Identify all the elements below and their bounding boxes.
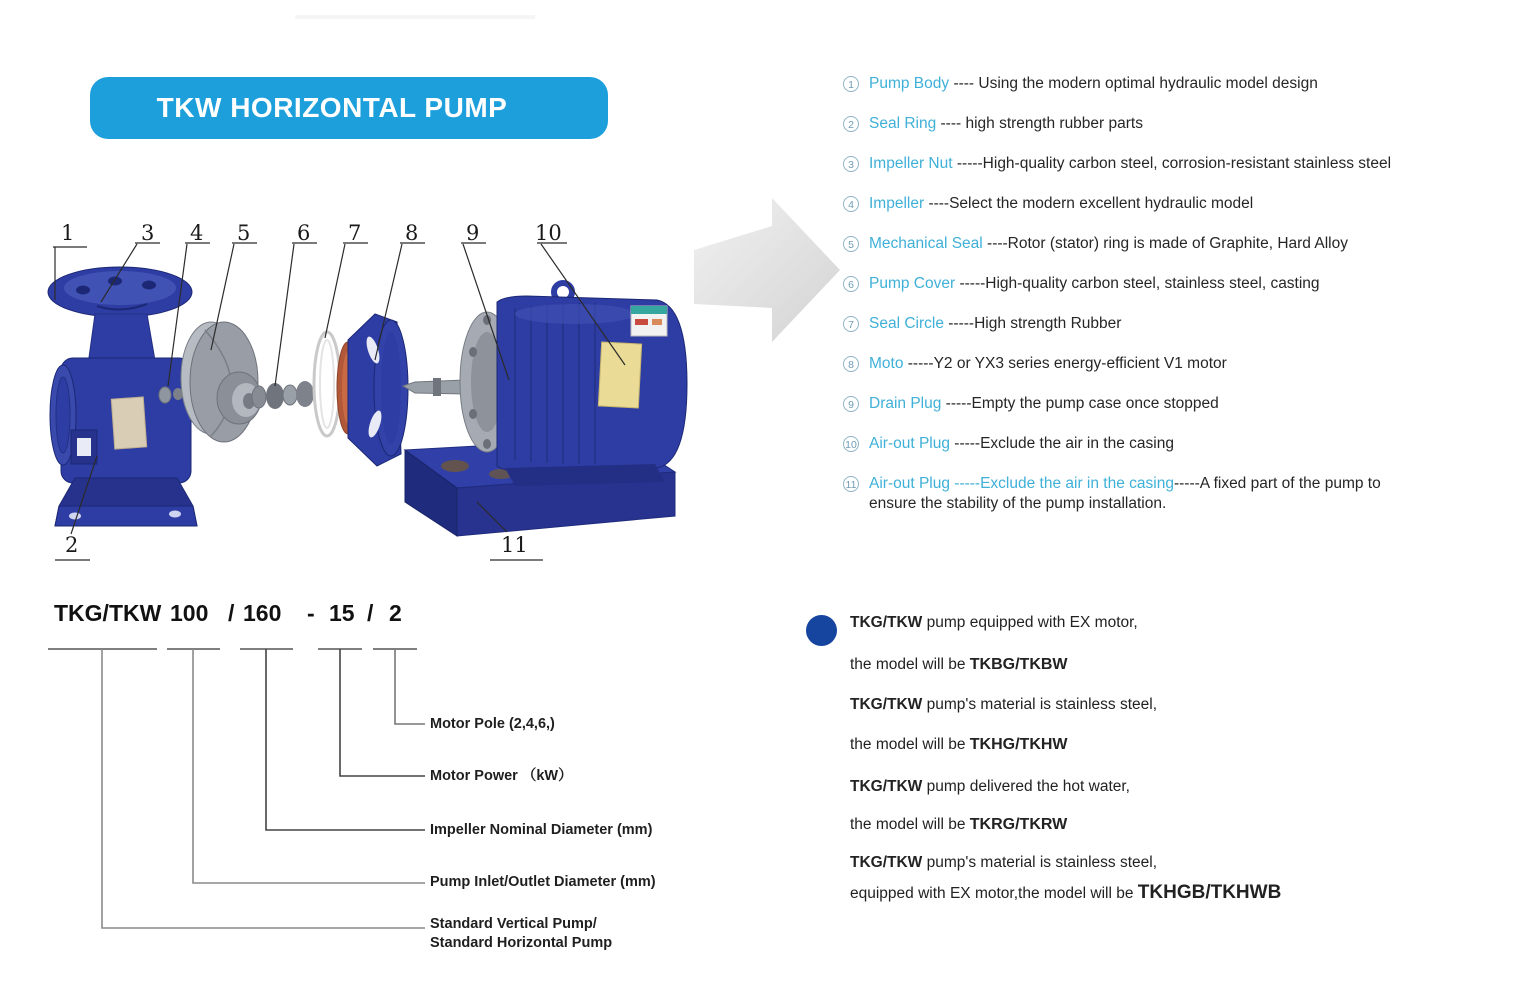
note-model-prefix: TKG/TKW — [850, 614, 923, 631]
callout-6: 6 — [297, 221, 311, 245]
list-item — [843, 194, 1513, 214]
part-desc: -----A fixed part of the pump to — [1173, 475, 1381, 492]
label-impeller-diameter: Impeller Nominal Diameter (mm) — [430, 822, 653, 838]
list-item — [843, 314, 1513, 334]
note-text: pump's material is stainless steel, — [922, 696, 1158, 713]
note-text: pump's material is stainless steel, — [922, 854, 1158, 871]
list-item — [843, 234, 1513, 254]
list-item — [843, 274, 1513, 294]
list-item — [843, 434, 1513, 454]
note-model-prefix: TKG/TKW — [850, 696, 923, 713]
note-text: the model will be — [850, 816, 970, 833]
page-title: TKW HORIZONTAL PUMP — [156, 92, 508, 123]
note-model-prefix: TKG/TKW — [850, 854, 923, 871]
circled-number-icon: 5 — [843, 236, 859, 252]
part-name: Seal Ring — [869, 115, 937, 132]
model-segment-inlet: 100 — [170, 600, 209, 626]
parts-list — [843, 74, 1513, 534]
callout-9: 9 — [466, 221, 480, 245]
model-segment-series: TKG/TKW — [54, 600, 162, 626]
circled-number-icon: 6 — [843, 276, 859, 292]
circled-number-icon: 1 — [843, 76, 859, 92]
circled-number-icon: 7 — [843, 316, 859, 332]
note-line — [850, 614, 1138, 632]
label-standard-pump-2: Standard Horizontal Pump — [430, 935, 613, 951]
list-item — [843, 394, 1513, 414]
note-line — [850, 778, 1130, 796]
part-desc: -----High strength Rubber — [943, 315, 1122, 332]
note-line — [850, 882, 1281, 904]
note-text: pump equipped with EX motor, — [922, 614, 1138, 631]
note-line — [850, 816, 1067, 834]
circled-number-icon: 4 — [843, 196, 859, 212]
note-line — [850, 736, 1068, 754]
callout-8: 8 — [405, 221, 419, 245]
note-line — [850, 854, 1157, 872]
callout-7: 7 — [348, 221, 362, 245]
part-name: Air-out Plug — [869, 435, 950, 452]
callout-10: 10 — [535, 221, 562, 245]
pump-cover-drawing — [337, 314, 408, 466]
model-segment-impeller: 160 — [243, 600, 282, 626]
right-arrow-icon — [692, 192, 842, 352]
seal-circle-drawing — [314, 332, 340, 436]
callout-1: 1 — [61, 221, 75, 245]
callout-2: 2 — [65, 533, 79, 557]
part-name: Pump Body — [869, 75, 950, 92]
part-name: Pump Cover — [869, 275, 956, 292]
circled-number-icon: 11 — [843, 476, 859, 492]
list-item — [843, 154, 1513, 174]
list-item — [843, 74, 1513, 94]
part-name: Impeller Nut — [869, 155, 953, 172]
circled-number-icon: 2 — [843, 116, 859, 132]
circled-number-icon: 9 — [843, 396, 859, 412]
list-item — [843, 114, 1513, 134]
part-desc: ----Select the modern excellent hydraulic model — [924, 195, 1254, 212]
part-desc: -----Empty the pump case once stopped — [941, 395, 1219, 412]
exploded-pump-diagram — [35, 210, 745, 570]
part-name: Air-out Plug — [869, 475, 950, 492]
note-model: TKHGB/TKHWB — [1137, 882, 1282, 903]
label-standard-pump-1: Standard Vertical Pump/ — [430, 916, 597, 932]
part-name: Drain Plug — [869, 395, 942, 412]
part-desc: ---- high strength rubber parts — [936, 115, 1143, 132]
part-desc-line2: ensure the stability of the pump installation. — [869, 495, 1167, 512]
part-desc: ---- Using the modern optimal hydraulic model design — [949, 75, 1318, 92]
circled-number-icon: 3 — [843, 156, 859, 172]
model-separator: - — [307, 600, 315, 626]
title-banner — [90, 77, 608, 139]
part-desc-cyan: -----Exclude the air in the casing — [949, 475, 1174, 492]
bullet-icon — [806, 615, 837, 646]
mechanical-seal-drawing — [252, 381, 314, 409]
part-name: Seal Circle — [869, 315, 944, 332]
note-text: pump delivered the hot water, — [922, 778, 1130, 795]
part-desc: -----High-quality carbon steel, stainless steel, casting — [955, 275, 1320, 292]
part-name: Mechanical Seal — [869, 235, 983, 252]
model-segment-pole: 2 — [389, 600, 402, 626]
part-desc: -----Y2 or YX3 series energy-efficient V1 motor — [903, 355, 1227, 372]
part-desc: ----Rotor (stator) ring is made of Graphite, Hard Alloy — [982, 235, 1348, 252]
note-line — [850, 696, 1157, 714]
part-desc: -----Exclude the air in the casing — [949, 435, 1174, 452]
model-code-lines — [40, 595, 730, 987]
callout-4: 4 — [190, 221, 204, 245]
note-model: TKBG/TKBW — [969, 656, 1068, 673]
list-item — [843, 474, 1513, 514]
part-name: Impeller — [869, 195, 925, 212]
model-code-breakdown — [40, 595, 730, 987]
label-motor-pole: Motor Pole (2,4,6,) — [430, 716, 555, 732]
model-separator: / — [367, 600, 374, 626]
callout-5: 5 — [237, 221, 251, 245]
note-text: equipped with EX motor,the model will be — [850, 885, 1138, 902]
note-text: the model will be — [850, 656, 970, 673]
label-inlet-outlet: Pump Inlet/Outlet Diameter (mm) — [430, 874, 656, 890]
label-motor-power: Motor Power （kW） — [430, 768, 573, 784]
note-text: the model will be — [850, 736, 970, 753]
impeller-drawing — [181, 322, 261, 442]
model-separator: / — [228, 600, 235, 626]
callout-11: 11 — [501, 533, 528, 557]
note-line — [850, 656, 1068, 674]
circled-number-icon: 8 — [843, 356, 859, 372]
scan-artifact-strip — [295, 15, 535, 19]
model-segment-power: 15 — [329, 600, 355, 626]
circled-number-icon: 10 — [843, 436, 859, 452]
callout-3: 3 — [141, 221, 155, 245]
list-item — [843, 354, 1513, 374]
note-model: TKHG/TKHW — [969, 736, 1068, 753]
note-model: TKRG/TKRW — [969, 816, 1068, 833]
note-model-prefix: TKG/TKW — [850, 778, 923, 795]
part-desc: -----High-quality carbon steel, corrosion-resistant stainless steel — [952, 155, 1392, 172]
part-name: Moto — [869, 355, 904, 372]
